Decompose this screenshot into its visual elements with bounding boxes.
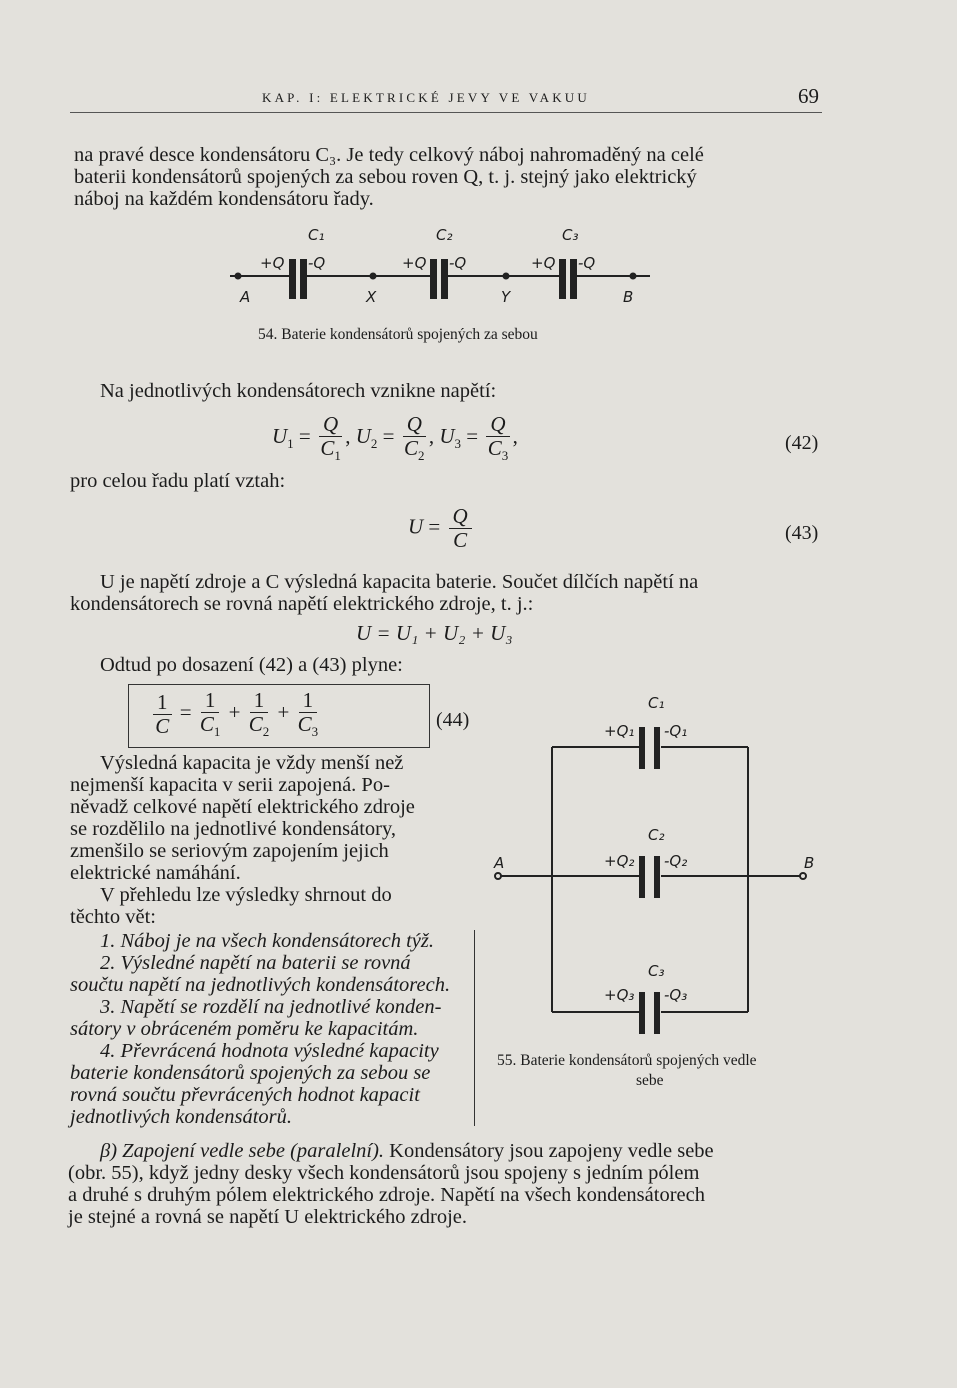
header-rule xyxy=(70,112,822,113)
label-minus-q1: -Q₁ xyxy=(664,722,688,740)
plate-c3-left xyxy=(560,260,565,298)
parallel-line-1: β) Zapojení vedle sebe (paralelní). Kondensátory jsou zapojeny vedle sebe xyxy=(100,1140,714,1162)
label-c1: C₁ xyxy=(648,694,665,712)
left-line-1: Výsledná kapacita je vždy menší než xyxy=(100,752,404,774)
node-a xyxy=(236,274,241,279)
label-x: X xyxy=(366,288,377,306)
parallel-line-3: a druhé s druhým pólem elektrického zdroje. Napětí na všech kondensátorech xyxy=(68,1184,705,1206)
intro-line-2: baterii kondensátorů spojených za sebou roven Q, t. j. stejný jako elektrický xyxy=(74,166,697,188)
equation-43: U = $\frac{Q}{C}$ xyxy=(408,506,475,551)
label-a: A xyxy=(240,288,251,306)
plate-c2-left xyxy=(639,856,645,898)
intro-line-1: na pravé desce kondensátoru C₃. Je tedy celkový náboj nahromaděný na celé xyxy=(74,144,704,166)
plate-c3-right xyxy=(654,992,660,1034)
label-minus-q-1: -Q xyxy=(308,254,326,272)
equation-42-number: (42) xyxy=(785,432,819,454)
figure-55-caption-line-2: sebe xyxy=(636,1072,664,1089)
label-c3: C₃ xyxy=(562,226,579,244)
left-line-5: zmenšilo se seriovým zapojením jejich xyxy=(70,840,389,862)
label-plus-q-3: +Q xyxy=(531,254,556,272)
left-line-6: elektrické namáhání. xyxy=(70,862,241,884)
plate-c1-right xyxy=(301,260,306,298)
label-a: A xyxy=(494,854,505,872)
text-substitution: Odtud po dosazení (42) a (43) plyne: xyxy=(100,654,403,676)
summary-margin-line xyxy=(474,930,476,1126)
label-plus-q2: +Q₂ xyxy=(604,852,635,870)
left-line-4: se rozdělilo na jednotlivé kondensátory, xyxy=(70,818,397,840)
figure-55-parallel-diagram xyxy=(490,690,820,1040)
label-b: B xyxy=(804,854,815,872)
summary-item-2: 2. Výsledné napětí na baterii se rovná xyxy=(100,952,411,974)
summary-item-4-cont-1: baterie kondensátorů spojených za sebou se xyxy=(70,1062,431,1084)
summary-item-4: 4. Převrácená hodnota výsledné kapacity xyxy=(100,1040,439,1062)
plate-c1-left xyxy=(639,727,645,769)
text-source-line-1: U je napětí zdroje a C výsledná kapacita baterie. Součet dílčích napětí na xyxy=(100,571,699,593)
parallel-line-2: (obr. 55), když jedny desky všech kondensátorů jsou spojeny s jedním pólem xyxy=(68,1162,700,1184)
terminal-a xyxy=(495,873,501,879)
terminal-b xyxy=(800,873,806,879)
plate-c1-left xyxy=(290,260,295,298)
summary-item-1: 1. Náboj je na všech kondensátorech týž. xyxy=(100,930,434,952)
running-head: KAP. I: ELEKTRICKÉ JEVY VE VAKUU xyxy=(262,90,590,105)
text-source-line-2: kondensátorech se rovná napětí elektrického zdroje, t. j.: xyxy=(70,593,534,615)
label-b: B xyxy=(623,288,634,306)
plate-c2-right xyxy=(654,856,660,898)
label-c2: C₂ xyxy=(648,826,665,844)
figure-54-caption: 54. Baterie kondensátorů spojených za sebou xyxy=(258,326,538,343)
label-y: Y xyxy=(501,288,511,306)
label-plus-q-1: +Q xyxy=(260,254,285,272)
figure-55-caption-line-1: 55. Baterie kondensátorů spojených vedle xyxy=(497,1052,757,1069)
text-whole-row: pro celou řadu platí vztah: xyxy=(70,470,286,492)
summary-item-2-cont: součtu napětí na jednotlivých kondensátorech. xyxy=(70,974,451,996)
node-b xyxy=(631,274,636,279)
left-line-2: nejmenší kapacita v serii zapojená. Po- xyxy=(70,774,390,796)
label-minus-q-3: -Q xyxy=(578,254,596,272)
plate-c2-left xyxy=(431,260,436,298)
plate-c3-left xyxy=(639,992,645,1034)
label-minus-q3: -Q₃ xyxy=(664,986,688,1004)
summary-item-4-cont-3: jednotlivých kondensátorů. xyxy=(70,1106,293,1128)
summary-item-3: 3. Napětí se rozdělí na jednotlivé konden- xyxy=(100,996,442,1018)
label-plus-q3: +Q₃ xyxy=(604,986,635,1004)
equation-43-number: (43) xyxy=(785,522,819,544)
text-voltages: Na jednotlivých kondensátorech vznikne napětí: xyxy=(100,380,497,402)
parallel-line-4: je stejné a rovná se napětí U elektrického zdroje. xyxy=(68,1206,468,1228)
label-c1: C₁ xyxy=(308,226,325,244)
left-line-3: něvadž celkové napětí elektrického zdroje xyxy=(70,796,415,818)
label-c2: C₂ xyxy=(436,226,453,244)
equation-44-number: (44) xyxy=(436,709,470,731)
summary-item-4-cont-2: rovná součtu převrácených hodnot kapacit xyxy=(70,1084,420,1106)
equation-42: $U_1$ = $\frac{Q}{C_1}$ , $U_2$ = $\frac{Q}{C_2}$ , $U_3$ = $\frac{Q}{C_3}$ , xyxy=(272,412,518,464)
plate-c2-right xyxy=(442,260,447,298)
node-x xyxy=(371,274,376,279)
equation-44: $\frac{1}{C}$ = $\frac{1}{C_1}$ + $\frac{1}{C_2}$ + $\frac{1}{C_3}$ xyxy=(150,690,321,738)
label-plus-q1: +Q₁ xyxy=(604,722,635,740)
page-number: 69 xyxy=(798,84,819,108)
node-y xyxy=(504,274,509,279)
parallel-heading: β) Zapojení vedle sebe (paralelní). xyxy=(100,1140,385,1162)
plate-c3-right xyxy=(571,260,576,298)
label-c3: C₃ xyxy=(648,962,665,980)
left-line-8: těchto vět: xyxy=(70,906,156,928)
label-minus-q-2: -Q xyxy=(449,254,467,272)
label-minus-q2: -Q₂ xyxy=(664,852,688,870)
label-plus-q-2: +Q xyxy=(402,254,427,272)
intro-line-3: náboj na každém kondensátoru řady. xyxy=(74,188,374,210)
equation-sum: U = U₁ + U₂ + U₃ xyxy=(356,621,513,645)
left-line-7: V přehledu lze výsledky shrnout do xyxy=(100,884,392,906)
plate-c1-right xyxy=(654,727,660,769)
summary-item-3-cont: sátory v obráceném poměru ke kapacitám. xyxy=(70,1018,419,1040)
